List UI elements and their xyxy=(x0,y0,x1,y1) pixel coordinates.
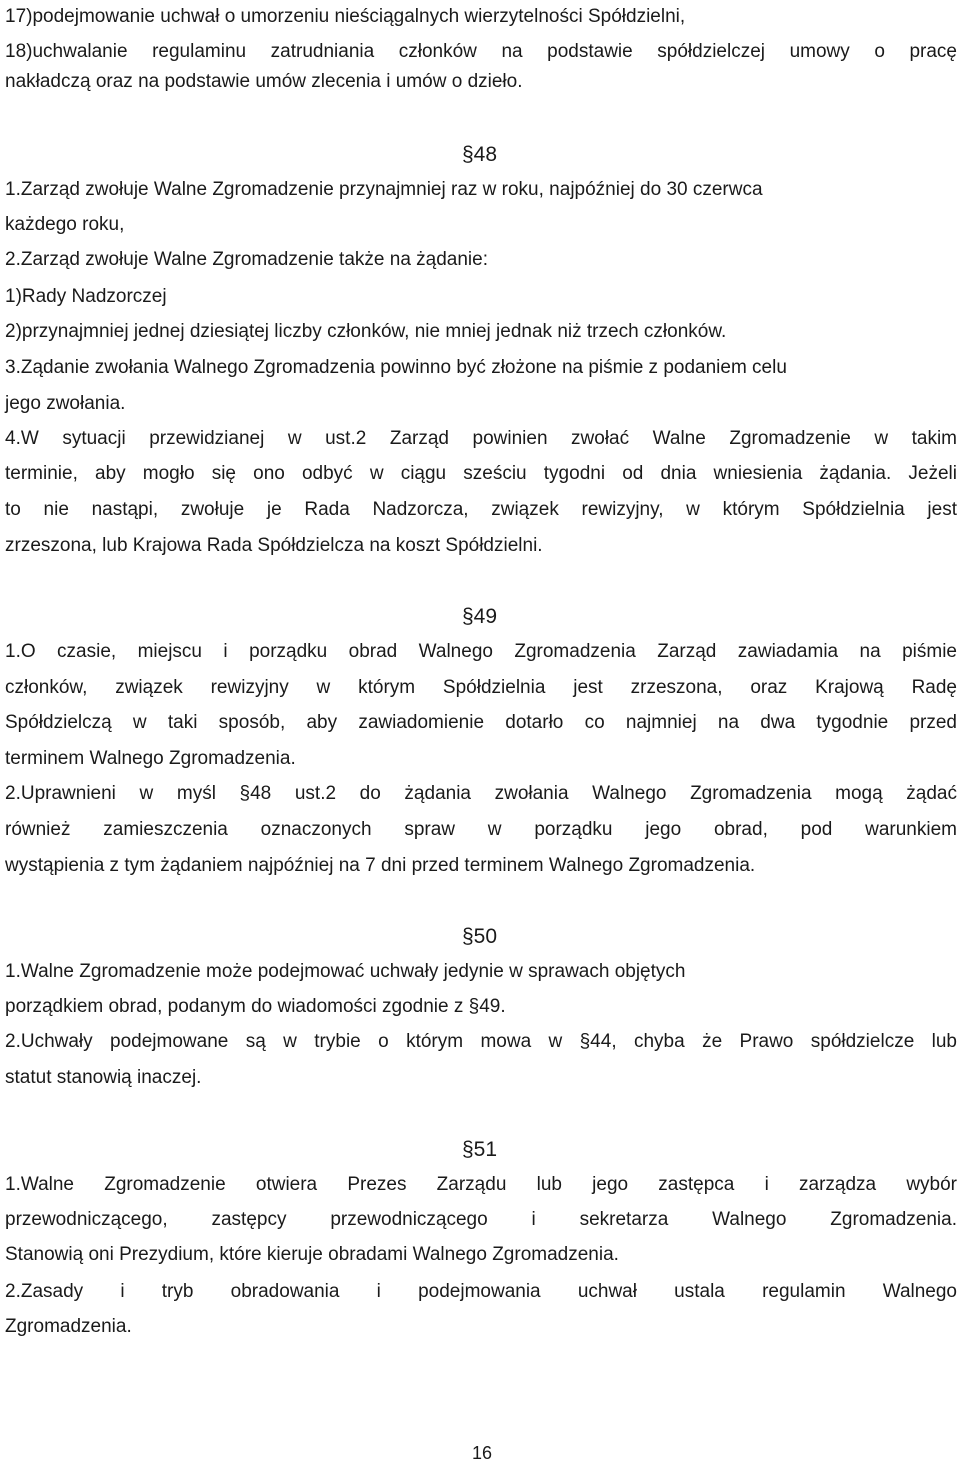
text-line: Zgromadzenia. xyxy=(5,1316,132,1337)
text-line: 2.Uchwały podejmowane są w trybie o którym mowa w §44, chyba że Prawo spółdzielcze lub xyxy=(5,1031,957,1052)
text-line: 1.O czasie, miejscu i porządku obrad Walnego Zgromadzenia Zarząd zawiadamia na piśmie xyxy=(5,641,957,662)
section-heading: §51 xyxy=(462,1138,498,1161)
text-line: 1.Zarząd zwołuje Walne Zgromadzenie przynajmniej raz w roku, najpóźniej do 30 czerwca xyxy=(5,179,763,200)
text-line: porządkiem obrad, podanym do wiadomości zgodnie z §49. xyxy=(5,996,506,1017)
text-line: członków, związek rewizyjny w którym Spółdzielnia jest zrzeszona, oraz Krajową Radę xyxy=(5,677,957,698)
text-line: 4.W sytuacji przewidzianej w ust.2 Zarząd powinien zwołać Walne Zgromadzenie w takim xyxy=(5,428,957,449)
text-line: terminie, aby mogło się ono odbyć w ciągu sześciu tygodni od dnia wniesienia żądania. Jeżeli xyxy=(5,463,957,484)
text-line: statut stanowią inaczej. xyxy=(5,1067,202,1088)
text-line: 2.Zasady i tryb obradowania i podejmowania uchwał ustala regulamin Walnego xyxy=(5,1281,957,1302)
text-line: 18)uchwalanie regulaminu zatrudniania członków na podstawie spółdzielczej umowy o pracę xyxy=(5,41,957,62)
text-line: przewodniczącego, zastępcy przewodniczącego i sekretarza Walnego Zgromadzenia. xyxy=(5,1209,957,1230)
text-line: również zamieszczenia oznaczonych spraw w porządku jego obrad, pod warunkiem xyxy=(5,819,957,840)
text-line: 2)przynajmniej jednej dziesiątej liczby członków, nie mniej jednak niż trzech członków. xyxy=(5,321,727,342)
text-line: 2.Zarząd zwołuje Walne Zgromadzenie także na żądanie: xyxy=(5,249,488,270)
text-line: Stanowią oni Prezydium, które kieruje obradami Walnego Zgromadzenia. xyxy=(5,1244,619,1265)
text-line: każdego roku, xyxy=(5,214,125,235)
text-line: 1.Walne Zgromadzenie otwiera Prezes Zarządu lub jego zastępca i zarządza wybór xyxy=(5,1174,957,1195)
section-heading: §50 xyxy=(462,925,498,948)
page-number: 16 xyxy=(472,1443,493,1463)
section-heading: §48 xyxy=(462,143,498,166)
text-line: 1.Walne Zgromadzenie może podejmować uchwały jedynie w sprawach objętych xyxy=(5,961,686,982)
text-line: 2.Uprawnieni w myśl §48 ust.2 do żądania zwołania Walnego Zgromadzenia mogą żądać xyxy=(5,783,957,804)
text-line: nakładczą oraz na podstawie umów zlecenia i umów o dzieło. xyxy=(5,71,523,92)
text-line: terminem Walnego Zgromadzenia. xyxy=(5,748,296,769)
text-line: Spółdzielczą w taki sposób, aby zawiadomienie dotarło co najmniej na dwa tygodnie przed xyxy=(5,712,957,733)
text-line: 1)Rady Nadzorczej xyxy=(5,286,167,307)
text-line: wystąpienia z tym żądaniem najpóźniej na 7 dni przed terminem Walnego Zgromadzenia. xyxy=(5,855,756,876)
text-line: jego zwołania. xyxy=(5,393,126,414)
section-heading: §49 xyxy=(462,605,498,628)
text-line: 3.Ządanie zwołania Walnego Zgromadzenia powinno być złożone na piśmie z podaniem celu xyxy=(5,357,787,378)
text-line: zrzeszona, lub Krajowa Rada Spółdzielcza na koszt Spółdzielni. xyxy=(5,535,543,556)
text-line: to nie nastąpi, zwołuje je Rada Nadzorcza, związek rewizyjny, w którym Spółdzielnia jest xyxy=(5,499,957,520)
text-line: 17)podejmowanie uchwał o umorzeniu nieściągalnych wierzytelności Spółdzielni, xyxy=(5,6,686,27)
